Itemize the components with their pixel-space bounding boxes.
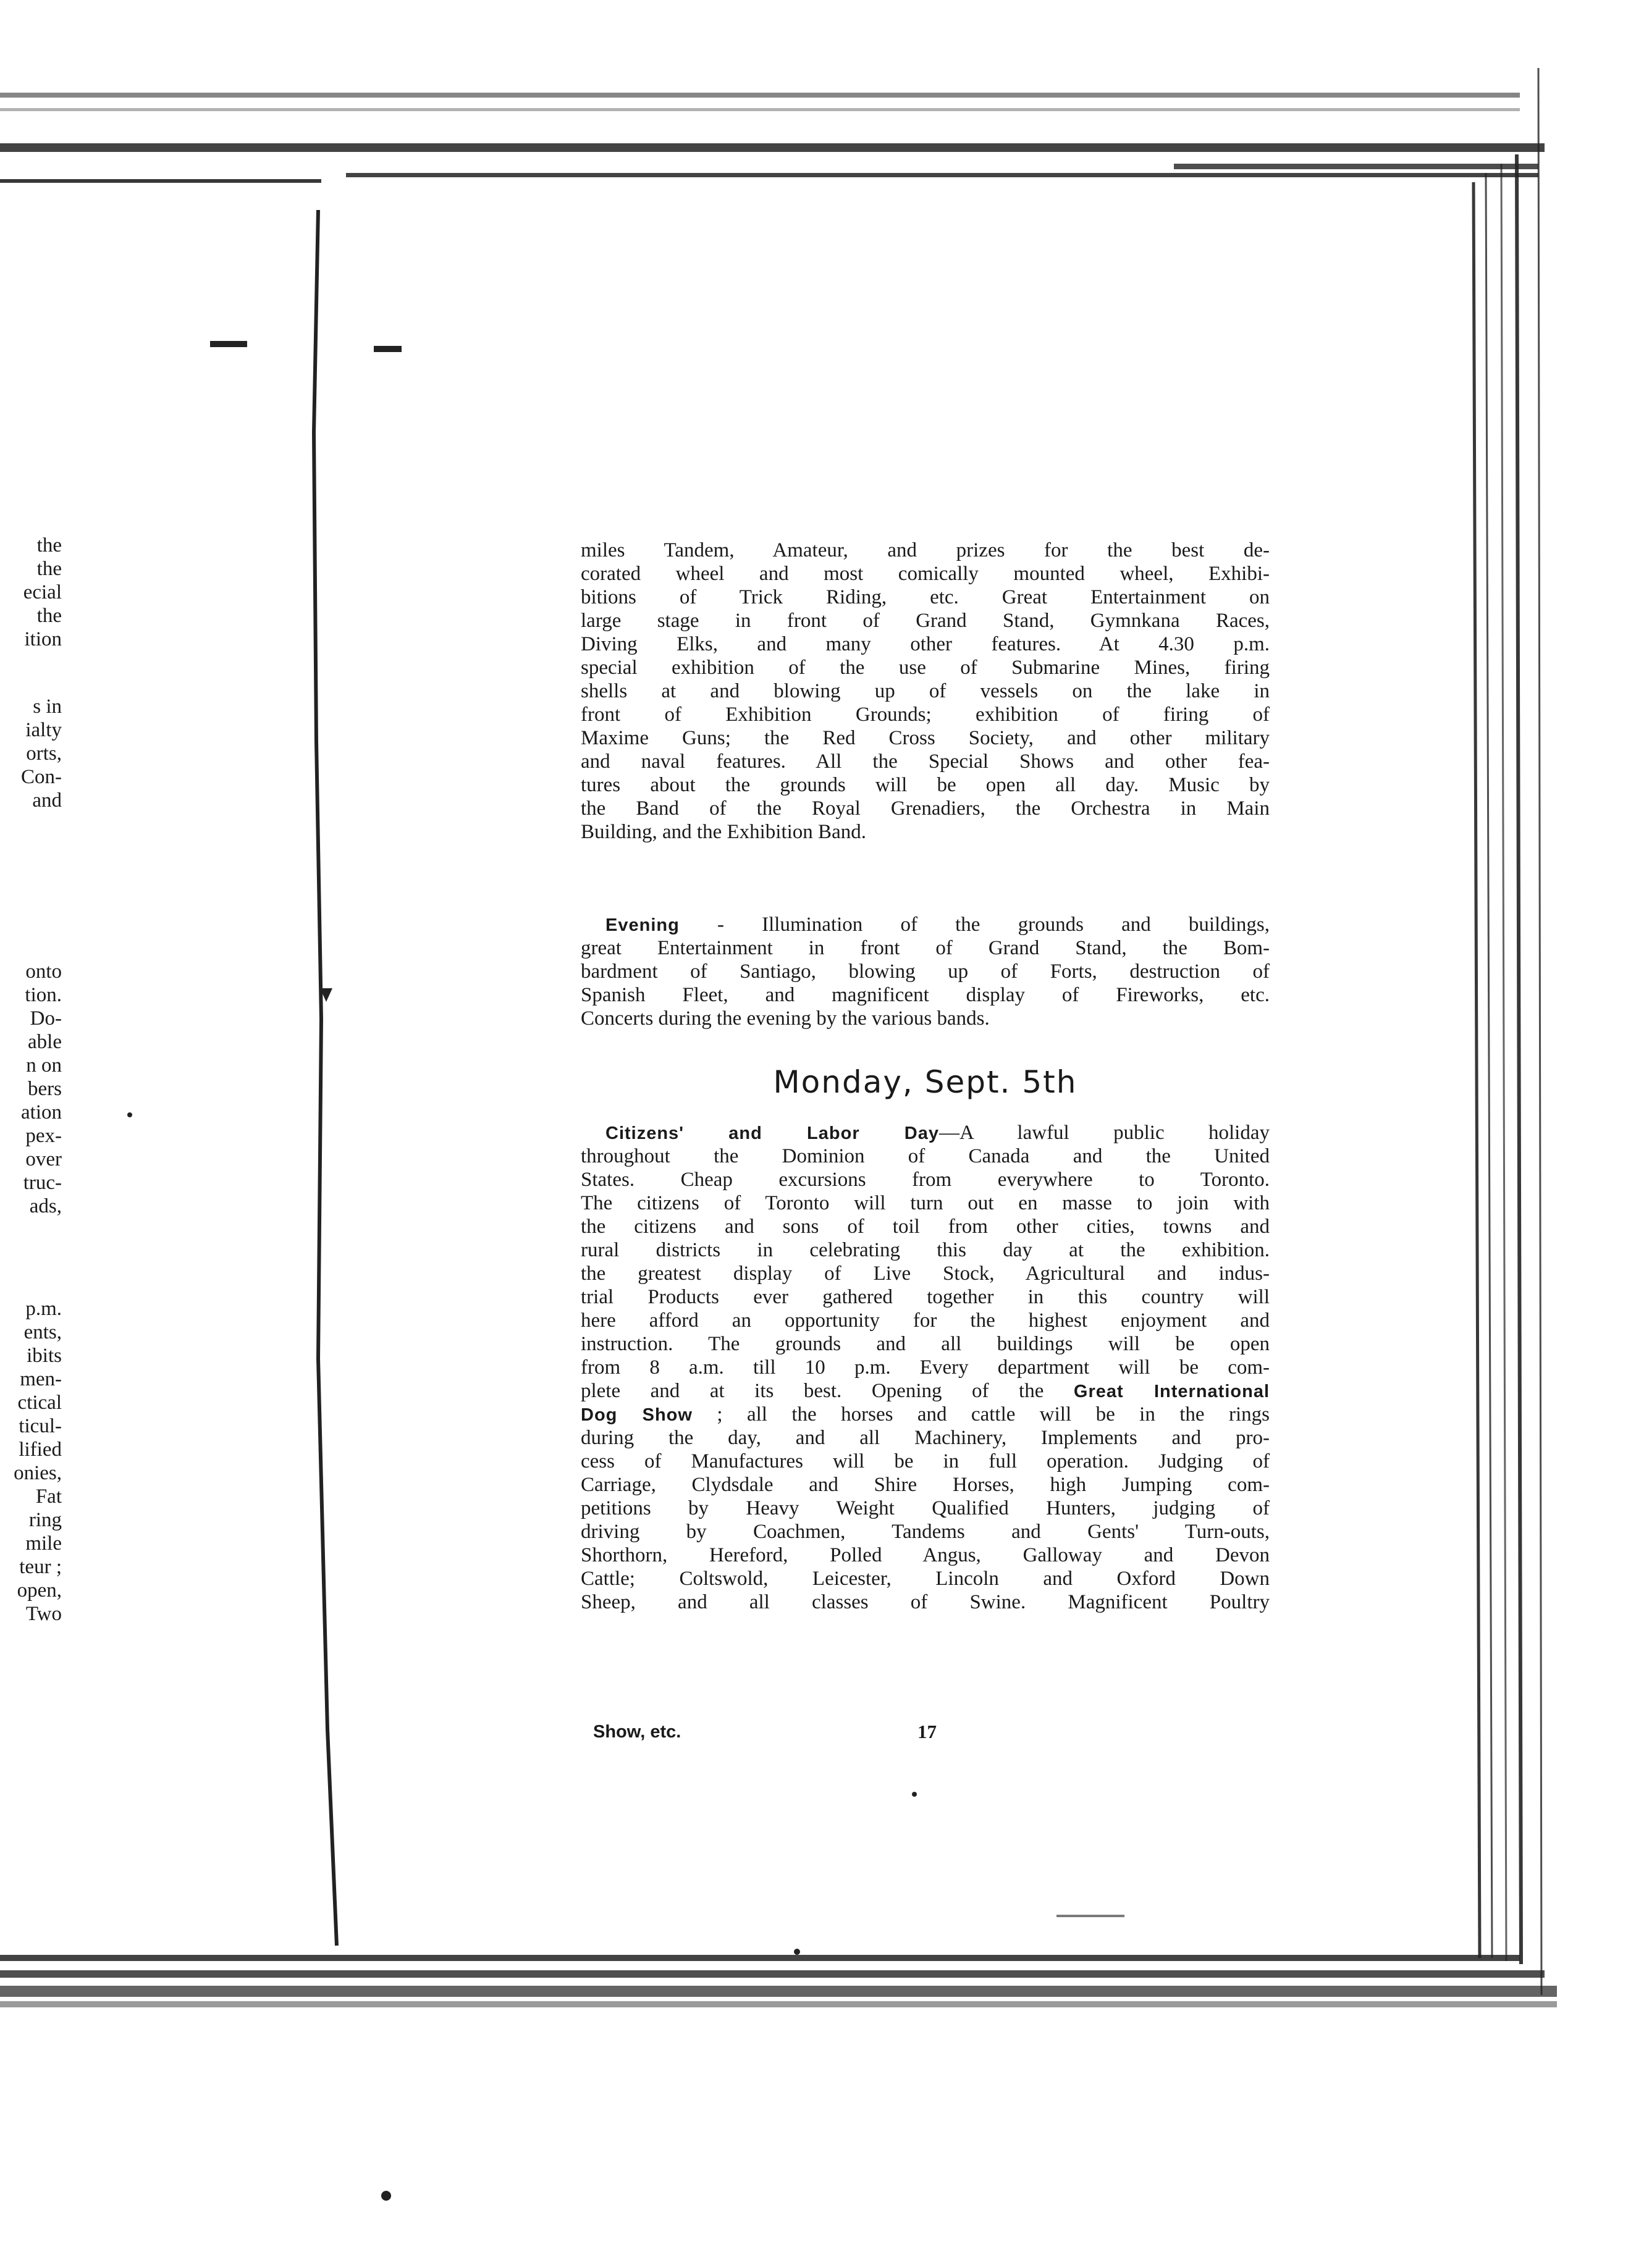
page-footer [593, 1720, 1273, 1745]
left-page-fragment-2: s in ialty orts, Con- and [21, 695, 62, 812]
paragraph-labor-day: Citizens' and Labor Day—A lawful public holiday throughout the Dominion of Canada and the United States. Cheap excursions from everywhere to Toronto. The citizens of Toronto will turn out en masse to join with the citizens and sons of toil from other cities, towns and rural districts in celebrating this day at the exhibition. the greatest display of Live Stock, Agricultural and indus- trial Products ever gathered together in this country will here afford an opportunity for the highest enjoyment and instruction. The grounds and all buildings will be open from 8 a.m. till 10 p.m. Every department will be com- plete and at its best. Opening of the Great International Dog Show ; all the horses and cattle will be in the rings during the day, and all Machinery, Implements and pro- cess of Manufactures will be in full operation. Judging of Carriage, Clydsdale and Shire Horses, high Jumping com- petitions by Heavy Weight Qualified Hunters, judging of driving by Coachmen, Tandems and Gents' Turn-outs, Shorthorn, Hereford, Polled Angus, Galloway and Devon Cattle; Coltswold, Leicester, Lincoln and Oxford Down Sheep, and all classes of Swine. Magnificent Poultry [581, 1122, 1270, 1613]
section-heading: Monday, Sept. 5th [773, 1064, 1077, 1100]
paragraph-saturday-events: miles Tandem, Amateur, and prizes for the best de- corated wheel and most comically mounted wheel, Exhibi- bitions of Trick Riding, etc. Great Entertainment on large stage in front of Grand Stand, Gymnkana Races, Diving Elks, and many other features. At 4.30 p.m. special exhibition of the use of Submarine Mines, firing shells at and blowing up of vessels on the lake in front of Exhibition Grounds; exhibition of firing of Maxime Guns; the Red Cross Society, and other military and naval features. All the Special Shows and other fea- tures about the grounds will be open all day. Music by the Band of the Royal Grenadiers, the Orchestra in Main Building, and the Exhibition Band. [581, 539, 1270, 843]
left-page-fragment-4: p.m. ents, ibits men- ctical ticul- lified onies, Fat ring mile teur ; open, Two [14, 1298, 62, 1625]
final-line: Show, etc. [593, 1722, 681, 1742]
evening-label: Evening [605, 915, 680, 935]
gutter-line [314, 210, 337, 1946]
left-page-fragment-3: onto tion. Do- able n on bers ation pex- over truc- ads, [21, 960, 62, 1217]
right-edge [1474, 68, 1541, 1995]
dog-show-title-part1: Great International [1073, 1382, 1270, 1401]
left-page-fragment-1: the the ecial the ition [23, 534, 62, 650]
dog-show-title-part2: Dog Show [581, 1405, 693, 1425]
labor-day-label: Citizens' and Labor Day [605, 1124, 940, 1143]
outer-margin-right [1545, 0, 1636, 2268]
paragraph-evening: Evening - Illumination of the grounds and buildings, great Entertainment in front of Grand Stand, the Bom- bardment of Santiago, blowing up of Forts, destruction of Spanish Fleet, and magnificent display of Fireworks, etc. Concerts during the evening by the various bands. [581, 914, 1270, 1030]
page-number: 17 [917, 1721, 937, 1742]
bottom-border [0, 1955, 1557, 2007]
